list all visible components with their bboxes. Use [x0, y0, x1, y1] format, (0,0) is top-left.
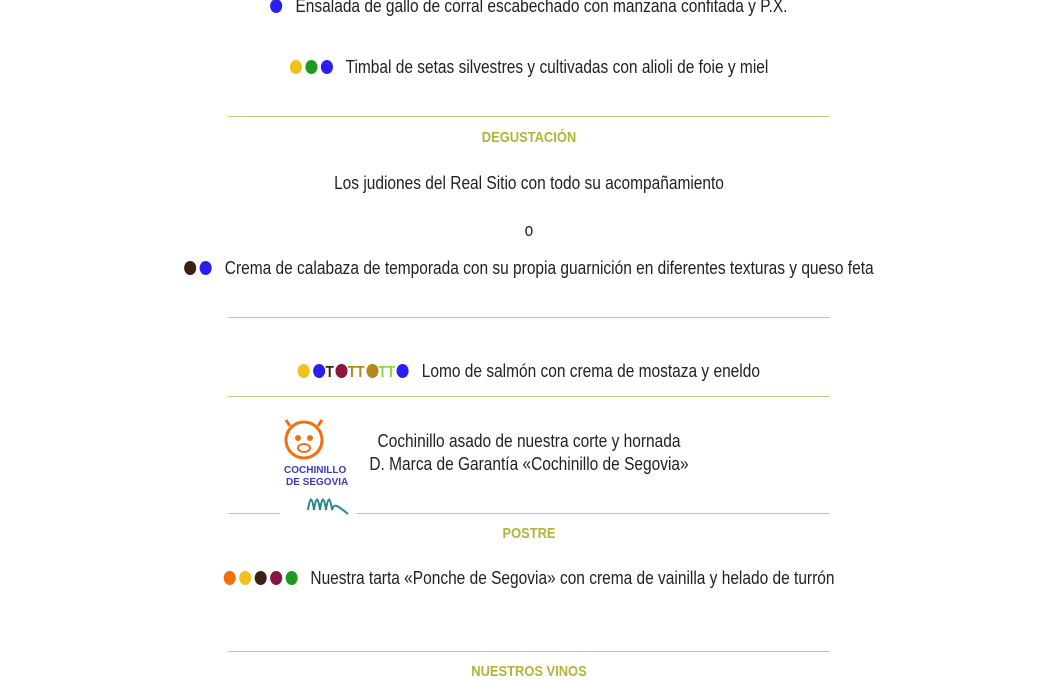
allergen-t-icon: TT [378, 364, 396, 381]
menu-item-cochinillo-line2: D. Marca de Garantía «Cochinillo de Segovia» [369, 454, 689, 474]
menu-item-crema [74, 257, 984, 279]
menu-item-salmon [74, 360, 984, 384]
svg-text:COCHINILLO: COCHINILLO [284, 465, 347, 476]
allergen-dot-icon [366, 364, 378, 378]
menu-item-judiones: Los judiones del Real Sitio con todo su acompañamiento [334, 173, 724, 193]
section-divider [228, 513, 280, 514]
allergen-icons [298, 361, 417, 381]
menu-item-text: Ensalada de gallo de corral escabechado con manzana confitada y P.X. [295, 0, 788, 16]
allergen-dot-icon [271, 0, 283, 13]
allergen-dot-icon [305, 60, 317, 74]
menu-item-ensalada [74, 0, 984, 17]
menu-item-tarta [74, 567, 984, 589]
allergen-dot-icon [285, 571, 297, 585]
allergen-icons [224, 568, 306, 588]
section-divider [228, 396, 830, 397]
section-divider [228, 317, 830, 318]
allergen-dot-icon [336, 364, 348, 378]
section-title-vinos: NUESTROS VINOS [471, 663, 587, 680]
allergen-dot-icon [224, 571, 236, 585]
section-title-degustacion: DEGUSTACIÓN [481, 129, 577, 146]
allergen-dot-icon [270, 571, 282, 585]
menu-item-text: Nuestra tarta «Ponche de Segovia» con crema de vainilla y helado de turrón [310, 568, 835, 588]
allergen-dot-icon [239, 571, 251, 585]
menu-item-timbal [74, 56, 984, 78]
allergen-dot-icon [397, 364, 409, 378]
section-divider [228, 116, 830, 117]
allergen-icons [271, 0, 291, 16]
allergen-dot-icon [184, 261, 196, 275]
allergen-dot-icon [200, 261, 212, 275]
allergen-dot-icon [290, 60, 302, 74]
allergen-dot-icon [314, 364, 326, 378]
allergen-icons [290, 57, 341, 77]
menu-item-text: Timbal de setas silvestres y cultivadas con alioli de foie y miel [345, 57, 769, 77]
allergen-t-icon: TT [347, 364, 365, 381]
svg-text:DE SEGOVIA: DE SEGOVIA [286, 477, 349, 488]
allergen-dot-icon [298, 364, 310, 378]
allergen-dot-icon [321, 60, 333, 74]
menu-item-cochinillo-line1: Cochinillo asado de nuestra corte y hornada [377, 431, 681, 451]
menu-or-separator: o [524, 220, 534, 240]
menu-item-text: Crema de calabaza de temporada con su propia guarnición en diferentes texturas y queso feta [224, 258, 874, 278]
section-divider [356, 513, 830, 514]
allergen-t-icon: T [325, 364, 334, 381]
section-divider [228, 651, 830, 652]
allergen-dot-icon [254, 571, 266, 585]
section-title-postre: POSTRE [502, 525, 556, 542]
menu-item-text: Lomo de salmón con crema de mostaza y eneldo [421, 361, 760, 381]
allergen-icons [184, 258, 219, 278]
